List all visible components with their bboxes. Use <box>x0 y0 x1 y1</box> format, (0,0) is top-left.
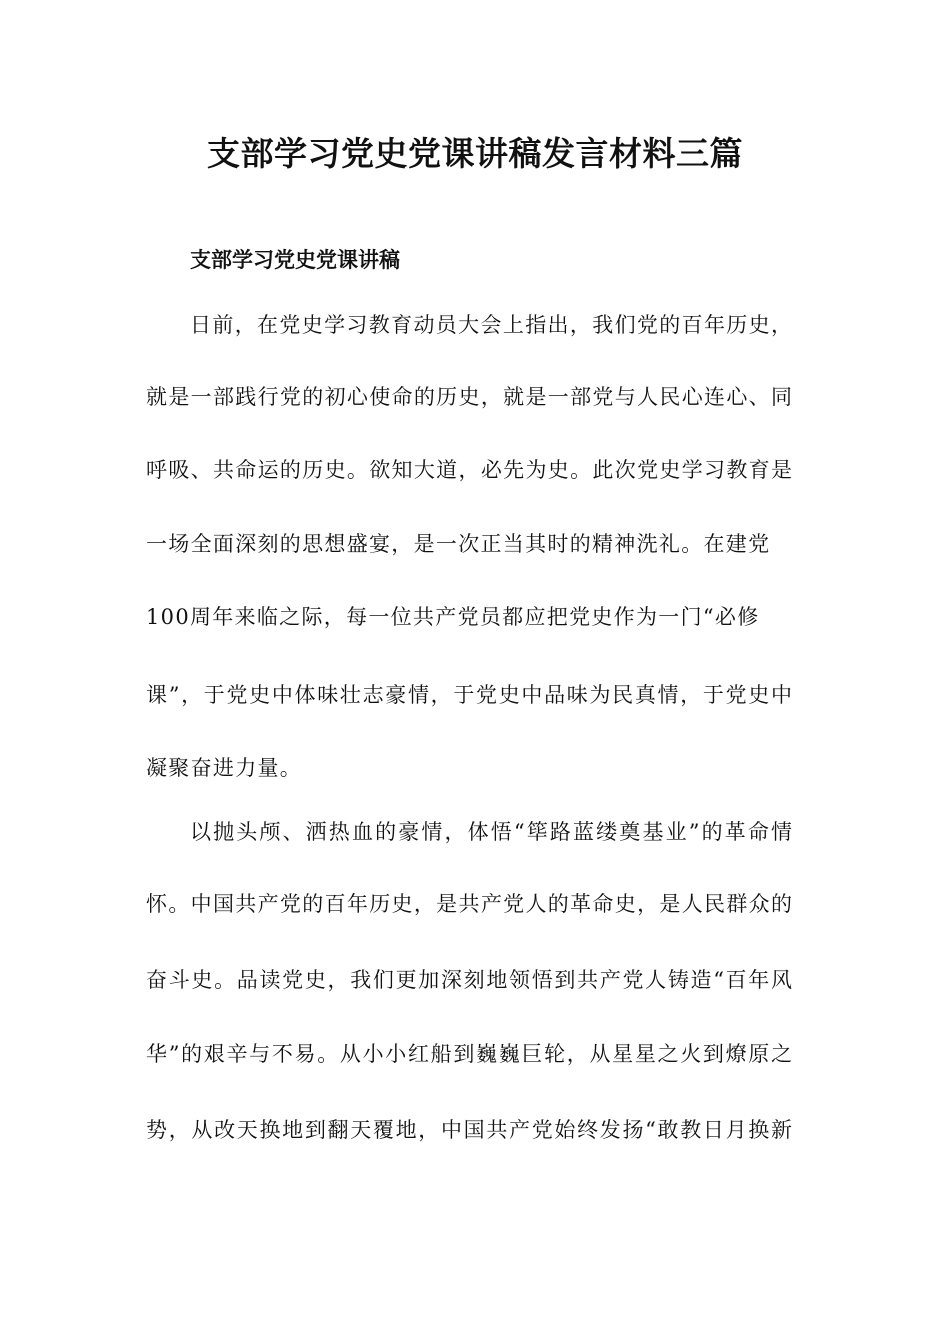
paragraph-2-line-2: 怀。中国共产党的百年历史，是共产党人的革命史，是人民群众的 <box>146 892 792 916</box>
paragraph-2-line-5: 势，从改天换地到翻天覆地，中国共产党始终发扬“敢教日月换新 <box>146 1118 792 1142</box>
paragraph-1-line-6: 课”，于党史中体味壮志豪情，于党史中品味为民真情，于党史中 <box>146 683 792 707</box>
paragraph-2-line-1: 以抛头颅、洒热血的豪情，体悟“筚路蓝缕奠基业”的革命情 <box>190 820 792 844</box>
paragraph-1-line-3: 呼吸、共命运的历史。欲知大道，必先为史。此次党史学习教育是 <box>146 458 792 482</box>
paragraph-1-line-2: 就是一部践行党的初心使命的历史，就是一部党与人民心连心、同 <box>146 385 792 409</box>
section-heading: 支部学习党史党课讲稿 <box>190 247 400 272</box>
paragraph-1-line-5: 100周年来临之际，每一位共产党员都应把党史作为一门“必修 <box>146 605 760 629</box>
paragraph-2-line-3: 奋斗史。品读党史，我们更加深刻地领悟到共产党人铸造“百年风 <box>146 968 792 992</box>
paragraph-1-line-7: 凝聚奋进力量。 <box>146 756 303 780</box>
document-title: 支部学习党史党课讲稿发言材料三篇 <box>207 134 743 173</box>
paragraph-2-line-4: 华”的艰辛与不易。从小小红船到巍巍巨轮，从星星之火到燎原之 <box>146 1042 792 1066</box>
paragraph-1-line-4: 一场全面深刻的思想盛宴，是一次正当其时的精神洗礼。在建党 <box>146 532 771 556</box>
paragraph-1-line-1: 日前，在党史学习教育动员大会上指出，我们党的百年历史， <box>190 313 792 337</box>
